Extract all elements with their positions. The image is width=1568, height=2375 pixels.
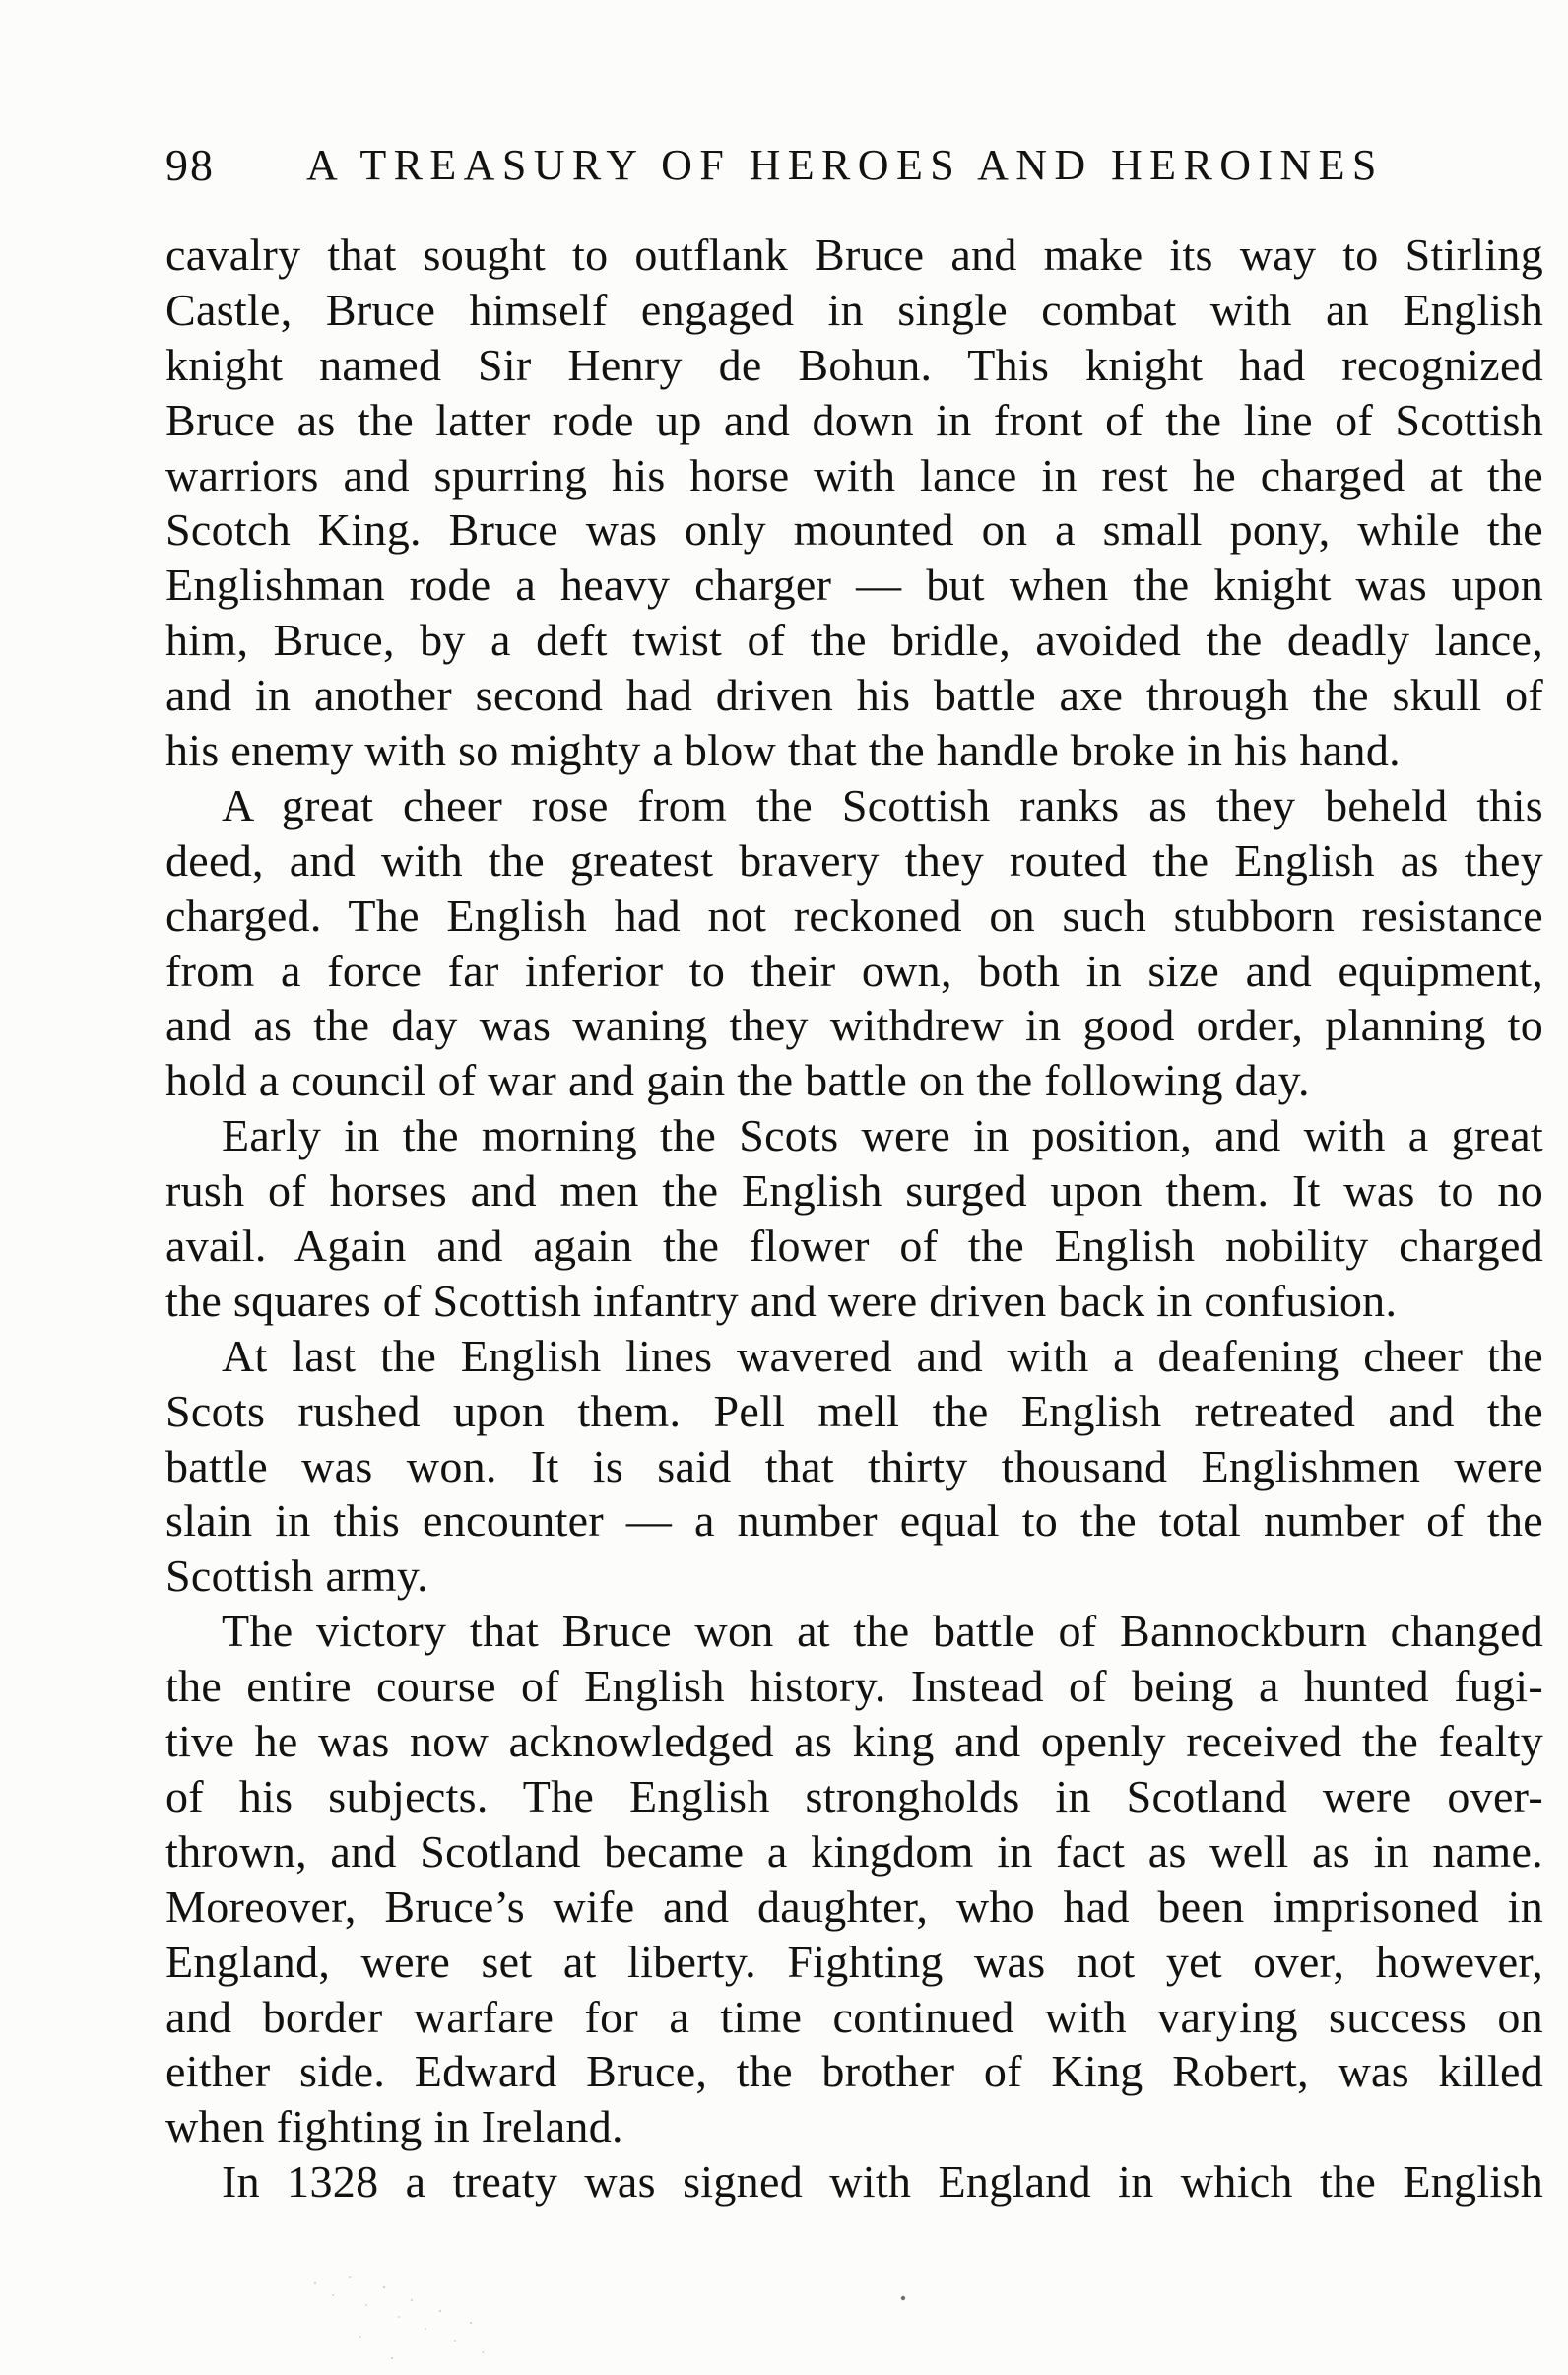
text-line: him, Bruce, by a deft twist of the bridle, avoided the deadly lance, [165, 615, 1543, 666]
text-line: charged. The English had not reckoned on such stubborn resistance [165, 890, 1543, 941]
text-line: England, were set at liberty. Fighting was not yet over, however, [165, 1936, 1543, 1987]
text-line: Castle, Bruce himself engaged in single combat with an English [165, 284, 1543, 335]
page-number: 98 [165, 140, 215, 190]
text-line: rush of horses and men the English surged upon them. It was to no [165, 1165, 1543, 1217]
paragraph [165, 1604, 1543, 2154]
text-line: tive he was now acknowledged as king and openly received the fealty [165, 1716, 1543, 1767]
body-text [165, 228, 1543, 2210]
text-line: warriors and spurring his horse with lance in rest he charged at the [165, 449, 1543, 500]
text-line: Bruce as the latter rode up and down in front of the line of Scottish [165, 394, 1543, 445]
text-line: At last the English lines wavered and with a deafening cheer the [222, 1330, 1543, 1381]
text-line: from a force far inferior to their own, both in size and equipment, [165, 945, 1543, 996]
text-line: his enemy with so mighty a blow that the handle broke in his hand. [165, 725, 1401, 776]
text-line: avail. Again and again the flower of the English nobility charged [165, 1220, 1543, 1272]
text-line: knight named Sir Henry de Bohun. This knight had recognized [165, 339, 1543, 390]
text-line: thrown, and Scotland became a kingdom in fact as well as in name. [165, 1825, 1543, 1877]
running-title: A TREASURY OF HEROES AND HEROINES [306, 141, 1384, 189]
text-line: hold a council of war and gain the battle on the following day. [165, 1055, 1310, 1106]
text-line: either side. Edward Bruce, the brother of King Robert, was killed [165, 2046, 1543, 2097]
text-line: and border warfare for a time continued with varying success on [165, 1991, 1543, 2042]
text-line: In 1328 a treaty was signed with England in which the English [222, 2156, 1543, 2208]
text-line: Early in the morning the Scots were in position, and with a great [222, 1110, 1543, 1161]
text-line: when fighting in Ireland. [165, 2101, 623, 2152]
text-line: the squares of Scottish infantry and were driven back in confusion. [165, 1275, 1398, 1326]
text-line: cavalry that sought to outflank Bruce and make its way to Stirling [165, 230, 1543, 280]
text-line: deed, and with the greatest bravery they routed the English as they [165, 834, 1543, 886]
paragraph [165, 228, 1543, 778]
text-line: slain in this encounter — a number equal to the total number of the [165, 1495, 1543, 1547]
text-line: Englishman rode a heavy charger — but when the knight was upon [165, 560, 1543, 611]
text-line: and in another second had driven his battle axe through the skull of [165, 670, 1543, 721]
text-line: Scotch King. Bruce was only mounted on a small pony, while the [165, 504, 1543, 556]
text-line: the entire course of English history. Instead of being a hunted fugi- [165, 1661, 1543, 1712]
text-line: A great cheer rose from the Scottish ranks as they beheld this [222, 779, 1543, 830]
paragraph [165, 778, 1543, 1108]
paragraph [165, 1329, 1543, 1604]
paragraph [165, 2154, 1543, 2210]
text-line: Moreover, Bruce’s wife and daughter, who had been imprisoned in [165, 1880, 1543, 1932]
text-line: Scottish army. [165, 1550, 428, 1602]
text-line: and as the day was waning they withdrew in good order, planning to [165, 1000, 1543, 1051]
text-line: of his subjects. The English strongholds in Scotland were over- [165, 1770, 1543, 1821]
text-line: battle was won. It is said that thirty thousand Englishmen were [165, 1440, 1543, 1491]
text-line: Scots rushed upon them. Pell mell the English retreated and the [165, 1385, 1543, 1436]
paragraph [165, 1108, 1543, 1329]
text-line: The victory that Bruce won at the battle of Bannockburn changed [222, 1606, 1543, 1657]
running-header [165, 138, 1543, 193]
